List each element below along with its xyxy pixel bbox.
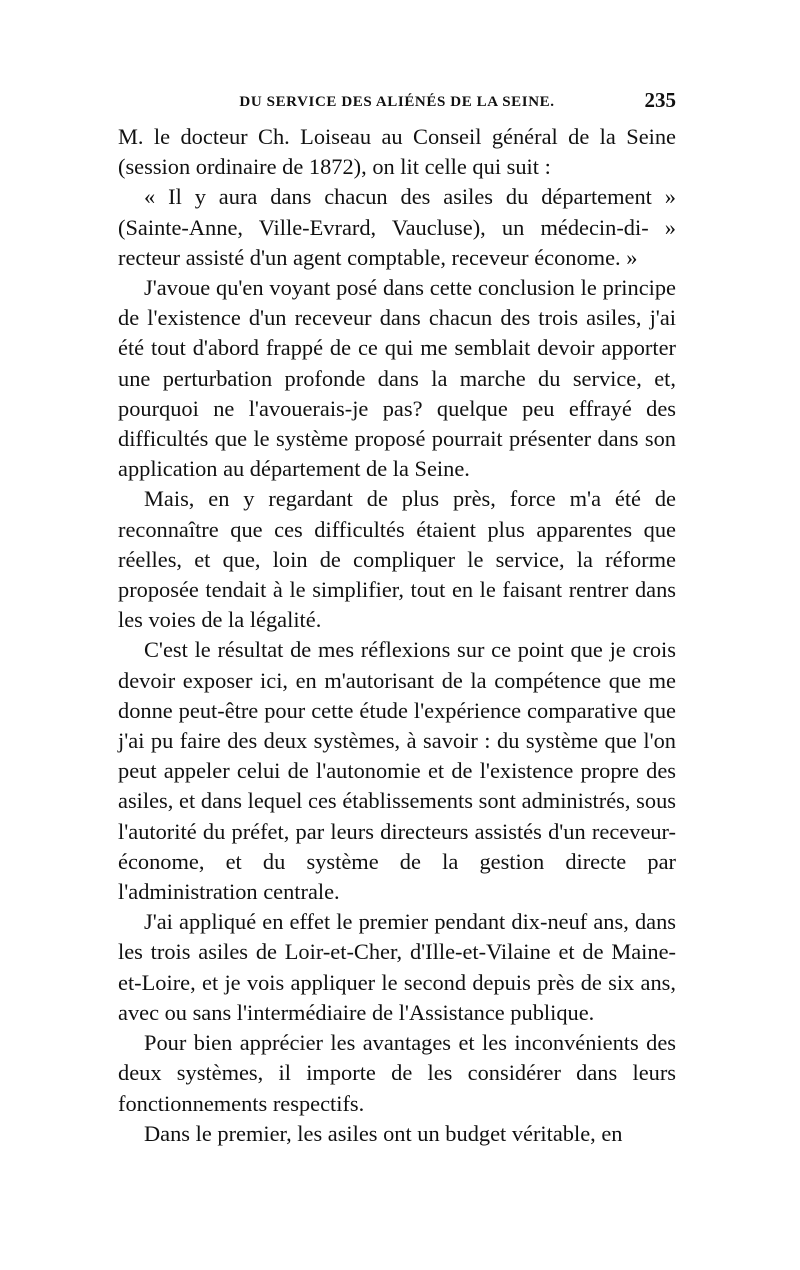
running-header bbox=[118, 88, 676, 122]
paragraph: Mais, en y regardant de plus près, force m'a été de reconnaître que ces difficultés étaient plus apparentes que réelles, et que, loin de compliquer le service, la réforme proposée tendait à le simplifier, tout en le faisant rentrer dans les voies de la légalité. bbox=[118, 486, 676, 633]
page bbox=[118, 88, 676, 1149]
paragraph: J'avoue qu'en voyant posé dans cette conclusion le principe de l'existence d'un receveur dans chacun des trois asiles, j'ai été tout d'abord frappé de ce qui me semblait devoir apporter une perturbation profonde dans la marche du service, et, pourquoi ne l'avouerais-je pas? quelque peu effrayé des difficultés que le système proposé pourrait présenter dans son application au département de la Seine. bbox=[118, 275, 676, 482]
paragraph: J'ai appliqué en effet le premier pendant dix-neuf ans, dans les trois asiles de Loir-et-Cher, d'Ille-et-Vilaine et de Maine-et-Loire, et je vois appliquer le second depuis près de six ans, avec ou sans l'intermédiaire de l'Assistance publique. bbox=[118, 909, 676, 1025]
paragraph: C'est le résultat de mes réflexions sur ce point que je crois devoir exposer ici, en m'autorisant de la compétence que me donne peut-être pour cette étude l'expérience comparative que j'ai pu faire des deux systèmes, à savoir : du système que l'on peut appeler celui de l'autonomie et de l'existence propre des asiles, et dans lequel ces établissements sont administrés, sous l'autorité du préfet, par leurs directeurs assistés d'un receveur-économe, et du système de la gestion directe par l'administration centrale. bbox=[118, 637, 676, 905]
paragraph-last: Dans le premier, les asiles ont un budget véritable, en bbox=[144, 1120, 623, 1146]
paragraph-continuation: M. le docteur Ch. Loiseau au Conseil général de la Seine (session ordinaire de 1872), on lit celle qui suit : bbox=[118, 124, 676, 180]
running-title: DU SERVICE DES ALIÉNÉS DE LA SEINE. bbox=[239, 94, 555, 110]
page-number: 235 bbox=[644, 88, 676, 112]
paragraph: Pour bien apprécier les avantages et les inconvénients des deux systèmes, il importe de les considérer dans leurs fonctionnements respectifs. bbox=[118, 1030, 676, 1116]
body-text bbox=[118, 122, 676, 1149]
paragraph-quote: « Il y aura dans chacun des asiles du département » (Sainte-Anne, Ville-Evrard, Vaucluse), un médecin-di- » recteur assisté d'un agent comptable, receveur économe. » bbox=[118, 184, 676, 270]
